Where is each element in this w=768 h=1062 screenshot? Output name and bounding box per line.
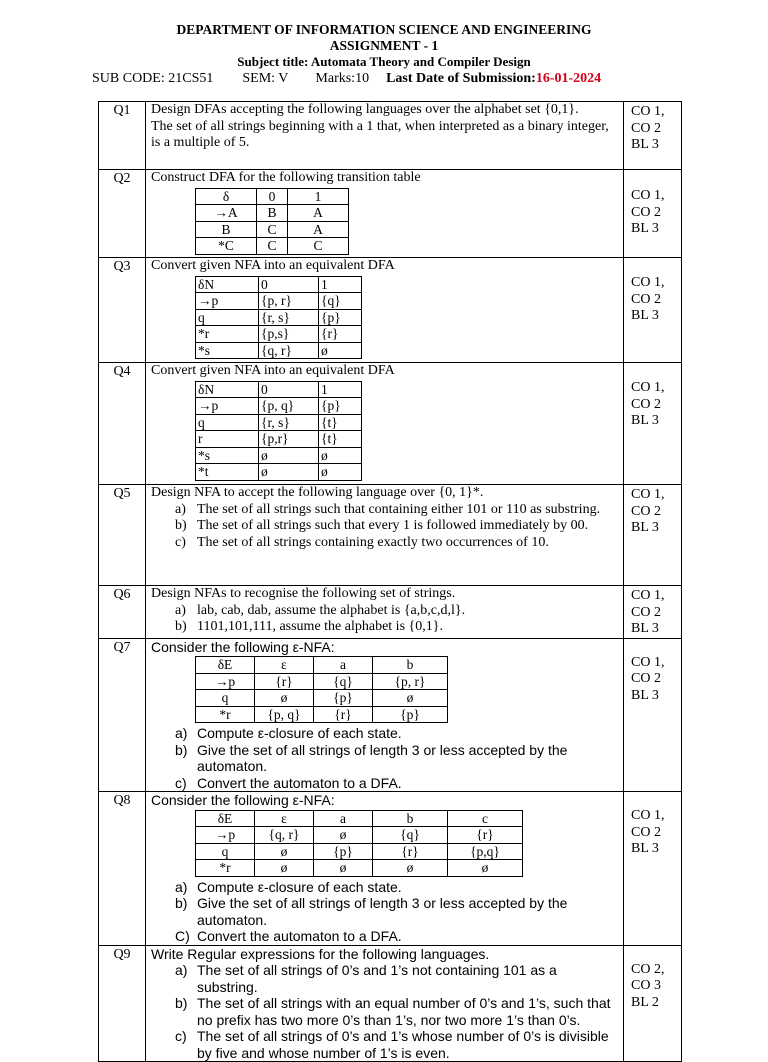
table-cell: *r <box>196 706 255 723</box>
table-header-row <box>196 276 362 293</box>
question-text: Design NFAs to recognise the following set of strings. <box>151 586 456 601</box>
sub-question-list <box>151 962 621 1061</box>
sub-question <box>175 741 621 775</box>
co-label: CO 2 <box>631 291 661 307</box>
table-cell: ø <box>373 860 448 877</box>
table-cell: ø <box>314 860 373 877</box>
question-row <box>99 945 682 1062</box>
table-cell: {p, r} <box>373 673 448 690</box>
table-cell: →A <box>196 205 257 222</box>
table-row <box>196 293 362 310</box>
table-cell: c <box>448 810 523 827</box>
sub-question-text: Convert the automaton to a DFA. <box>197 928 402 944</box>
question-text: Consider the following ε-NFA: <box>151 792 335 808</box>
course-outcome <box>624 945 682 1062</box>
sub-question <box>175 995 621 1028</box>
sub-question-label: b) <box>175 518 187 533</box>
table-row <box>196 342 362 359</box>
sub-question-text: Compute ε-closure of each state. <box>197 725 402 741</box>
table-cell: 1 <box>288 188 349 205</box>
sub-question <box>175 501 621 519</box>
sub-question <box>175 878 621 896</box>
sub-question-text: The set of all strings of 0’s and 1’s not containing 101 as a substring. <box>197 962 557 995</box>
table-row <box>196 398 362 415</box>
subject-info-row <box>92 71 601 87</box>
question-number: Q7 <box>99 638 146 792</box>
question-row <box>99 485 682 586</box>
table-cell: q <box>196 690 255 707</box>
table-cell: {r} <box>373 843 448 860</box>
sub-question <box>175 1028 621 1061</box>
table-cell: {q} <box>319 293 362 310</box>
co-label: CO 1, <box>631 275 665 290</box>
question-text: Convert given NFA into an equivalent DFA <box>151 363 395 378</box>
question-number: Q3 <box>99 258 146 363</box>
course-outcome <box>624 170 682 258</box>
co-label: CO 1, <box>631 188 665 203</box>
table-cell: q <box>196 309 259 326</box>
co-label: CO 1, <box>631 487 665 502</box>
table-row <box>196 673 448 690</box>
table-cell: ø <box>373 690 448 707</box>
table-cell: ε <box>255 810 314 827</box>
question-body <box>146 102 624 170</box>
table-cell: 0 <box>259 381 319 398</box>
sub-question-label: c) <box>175 774 187 791</box>
sub-question-label: c) <box>175 534 186 550</box>
course-outcome <box>624 792 682 946</box>
table-cell: {r} <box>319 326 362 343</box>
table-cell: →p <box>196 673 255 690</box>
question-row <box>99 102 682 170</box>
bloom-level: BL 3 <box>631 520 659 535</box>
semester: SEM: V <box>242 71 289 86</box>
question-text: Design NFA to accept the following language over {0, 1}*. <box>151 485 484 500</box>
sub-question-list <box>151 502 621 552</box>
table-cell: b <box>373 810 448 827</box>
table-cell: C <box>257 221 288 238</box>
bloom-level: BL 3 <box>631 221 659 236</box>
table-cell: {r, s} <box>259 414 319 431</box>
sub-question-label: a) <box>175 962 188 978</box>
bloom-level: BL 3 <box>631 621 659 636</box>
deadline-date: 16-01-2024 <box>535 71 602 86</box>
table-header-row <box>196 188 349 205</box>
table-cell: {q, r} <box>259 342 319 359</box>
bloom-level: BL 3 <box>631 137 659 152</box>
table-cell: *r <box>196 326 259 343</box>
question-body <box>146 586 624 639</box>
sub-question-label: b) <box>175 741 188 758</box>
table-row <box>196 431 362 448</box>
co-label: CO 2 <box>631 396 661 412</box>
table-cell: {r, s} <box>259 309 319 326</box>
table-cell: ø <box>259 447 319 464</box>
question-text-2: The set of all strings beginning with a 1 that, when interpreted as a binary integer, is a multiple of 5. <box>151 118 609 150</box>
sub-question-text: The set of all strings containing exactly two occurrences of 10. <box>197 534 549 550</box>
sub-question <box>175 774 621 792</box>
assignment-title: ASSIGNMENT - 1 <box>329 38 439 53</box>
table-cell: *C <box>196 238 257 255</box>
table-header-row <box>196 381 362 398</box>
sub-question <box>175 602 621 620</box>
table-cell: ø <box>319 447 362 464</box>
table-cell: δN <box>196 276 259 293</box>
sub-question-label: c) <box>175 1028 187 1044</box>
table-cell: q <box>196 414 259 431</box>
table-row <box>196 205 349 222</box>
table-cell: C <box>257 238 288 255</box>
sub-question-text: The set of all strings such that containing either 101 or 110 as substring. <box>197 501 601 517</box>
sub-question-text: Convert the automaton to a DFA. <box>197 774 402 791</box>
question-number: Q4 <box>99 363 146 485</box>
table-row <box>196 860 523 877</box>
table-cell: ø <box>255 843 314 860</box>
table-cell: *s <box>196 447 259 464</box>
bloom-level: BL 3 <box>631 413 659 428</box>
question-number: Q2 <box>99 170 146 258</box>
question-body <box>146 485 624 586</box>
table-cell: *r <box>196 860 255 877</box>
course-outcome <box>624 102 682 170</box>
table-cell: b <box>373 657 448 674</box>
sub-question-text: Give the set of all strings of length 3 or less accepted by the automaton. <box>197 895 568 928</box>
bloom-level: BL 2 <box>631 994 659 1010</box>
table-cell: *t <box>196 464 259 481</box>
sub-question-text: The set of all strings such that every 1 is followed immediately by 00. <box>197 518 589 533</box>
question-body <box>146 945 624 1062</box>
course-outcome <box>624 258 682 363</box>
table-cell: A <box>288 221 349 238</box>
question-number: Q6 <box>99 586 146 639</box>
question-body <box>146 792 624 946</box>
table-cell: {p, q} <box>259 398 319 415</box>
table-cell: a <box>314 810 373 827</box>
marks: Marks:10 <box>315 71 370 86</box>
table-row <box>196 309 362 326</box>
table-cell: {r} <box>314 706 373 723</box>
co-label: CO 1, <box>631 380 665 395</box>
table-cell: →p <box>196 398 259 415</box>
bloom-level: BL 3 <box>631 841 659 856</box>
table-row <box>196 827 523 844</box>
sub-question-text: lab, cab, dab, assume the alphabet is {a,b,c,d,l}. <box>197 602 466 618</box>
co-label: CO 2 <box>631 120 661 136</box>
table-cell: 1 <box>319 276 362 293</box>
sub-question <box>175 725 621 742</box>
table-cell: {p, r} <box>259 293 319 310</box>
table-cell: 0 <box>259 276 319 293</box>
sub-question-label: a) <box>175 501 186 517</box>
table-row <box>196 690 448 707</box>
table-cell: {p} <box>319 309 362 326</box>
question-body <box>146 170 624 258</box>
table-cell: δE <box>196 810 255 827</box>
sub-question-label: a) <box>175 878 188 895</box>
co-label: CO 2 <box>631 503 661 519</box>
table-row <box>196 238 349 255</box>
question-text: Convert given NFA into an equivalent DFA <box>151 258 395 273</box>
table-cell: {p,s} <box>259 326 319 343</box>
table-cell: A <box>288 205 349 222</box>
question-row <box>99 638 682 792</box>
table-row <box>196 464 362 481</box>
table-cell: ø <box>255 860 314 877</box>
table-row <box>196 447 362 464</box>
department-title: DEPARTMENT OF INFORMATION SCIENCE AND ENGINEERING <box>176 22 592 37</box>
question-row <box>99 170 682 258</box>
question-text: Consider the following ε-NFA: <box>151 638 335 655</box>
table-row <box>196 414 362 431</box>
table-cell: δE <box>196 657 255 674</box>
table-cell: {p} <box>314 690 373 707</box>
sub-question-text: Give the set of all strings of length 3 or less accepted by the automaton. <box>197 741 568 774</box>
table-row <box>196 843 523 860</box>
table-cell: →p <box>196 293 259 310</box>
table-cell: ø <box>319 342 362 359</box>
subject-title: Subject title: Automata Theory and Compiler Design <box>237 54 531 69</box>
table-cell: {q, r} <box>255 827 314 844</box>
question-text: Construct DFA for the following transition table <box>151 170 421 185</box>
sub-question <box>175 518 621 535</box>
co-label: CO 3 <box>631 978 661 993</box>
table-cell: {r} <box>255 673 314 690</box>
question-row <box>99 258 682 363</box>
course-outcome <box>624 638 682 792</box>
table-cell: B <box>257 205 288 222</box>
sub-question-text: The set of all strings of 0’s and 1’s whose number of 0’s is divisible by five and whose number of 1’s is even. <box>197 1028 609 1061</box>
table-cell: {r} <box>448 827 523 844</box>
table-cell: {p} <box>314 843 373 860</box>
table-cell: a <box>314 657 373 674</box>
question-row <box>99 586 682 639</box>
table-cell: ø <box>314 827 373 844</box>
question-row <box>99 792 682 946</box>
table-cell: *s <box>196 342 259 359</box>
sub-question-label: b) <box>175 895 188 911</box>
sub-question-label: C) <box>175 928 190 944</box>
table-row <box>196 706 448 723</box>
table-cell: {p, q} <box>255 706 314 723</box>
sub-question <box>175 619 621 636</box>
co-label: CO 2, <box>631 961 665 977</box>
question-row <box>99 363 682 485</box>
table-row <box>196 221 349 238</box>
deadline-label: Last Date of Submission: <box>386 71 536 86</box>
table-row <box>196 326 362 343</box>
co-label: CO 2 <box>631 204 661 220</box>
table-cell: ø <box>319 464 362 481</box>
sub-question-list <box>151 725 621 791</box>
sub-question-text: Compute ε-closure of each state. <box>197 878 402 895</box>
table-cell: δN <box>196 381 259 398</box>
co-label: CO 1, <box>631 104 665 119</box>
course-outcome <box>624 586 682 639</box>
co-label: CO 2 <box>631 671 661 686</box>
transition-table <box>195 276 362 360</box>
sub-question-label: b) <box>175 995 188 1011</box>
question-text: Design DFAs accepting the following languages over the alphabet set {0,1}. <box>151 102 579 117</box>
course-outcome <box>624 485 682 586</box>
table-cell: r <box>196 431 259 448</box>
transition-table <box>195 656 448 723</box>
question-body <box>146 363 624 485</box>
table-cell: {t} <box>319 431 362 448</box>
table-cell: {t} <box>319 414 362 431</box>
sub-question <box>175 962 621 995</box>
table-cell: ε <box>255 657 314 674</box>
table-cell: ø <box>255 690 314 707</box>
sub-question <box>175 895 621 928</box>
co-label: CO 2 <box>631 824 661 840</box>
question-number: Q5 <box>99 485 146 586</box>
table-cell: δ <box>196 188 257 205</box>
question-body <box>146 258 624 363</box>
table-cell: ø <box>448 860 523 877</box>
table-header-row <box>196 657 448 674</box>
bloom-level: BL 3 <box>631 308 659 323</box>
sub-question-text: The set of all strings with an equal number of 0’s and 1’s, such that no prefix has two more 0’s than 1’s, nor two more 1’s than 0’s. <box>197 995 611 1028</box>
questions-table <box>98 101 682 1062</box>
sub-question <box>175 534 621 552</box>
table-cell: B <box>196 221 257 238</box>
table-cell: {p} <box>319 398 362 415</box>
transition-table <box>195 188 349 255</box>
transition-table <box>195 810 523 877</box>
question-number: Q1 <box>99 102 146 170</box>
question-text: Write Regular expressions for the following languages. <box>151 945 490 962</box>
table-cell: {p,r} <box>259 431 319 448</box>
co-label: CO 2 <box>631 604 661 620</box>
question-number: Q9 <box>99 945 146 1062</box>
co-label: CO 1, <box>631 588 665 603</box>
table-cell: C <box>288 238 349 255</box>
transition-table <box>195 381 362 481</box>
table-cell: 1 <box>319 381 362 398</box>
document-header <box>0 22 768 70</box>
table-cell: →p <box>196 827 255 844</box>
sub-code: SUB CODE: 21CS51 <box>92 71 214 86</box>
table-cell: {q} <box>373 827 448 844</box>
bloom-level: BL 3 <box>631 687 659 703</box>
table-cell: {p,q} <box>448 843 523 860</box>
sub-question <box>175 928 621 945</box>
question-body <box>146 638 624 792</box>
course-outcome <box>624 363 682 485</box>
sub-question-label: a) <box>175 725 188 741</box>
co-label: CO 1, <box>631 654 665 670</box>
sub-question-list <box>151 879 621 945</box>
co-label: CO 1, <box>631 808 665 823</box>
table-cell: 0 <box>257 188 288 205</box>
table-cell: {q} <box>314 673 373 690</box>
sub-question-label: a) <box>175 602 186 618</box>
table-cell: ø <box>259 464 319 481</box>
question-number: Q8 <box>99 792 146 946</box>
sub-question-text: 1101,101,111, assume the alphabet is {0,1}. <box>197 619 443 634</box>
table-header-row <box>196 810 523 827</box>
table-cell: q <box>196 843 255 860</box>
sub-question-list <box>151 603 621 636</box>
sub-question-label: b) <box>175 619 187 634</box>
table-cell: {p} <box>373 706 448 723</box>
